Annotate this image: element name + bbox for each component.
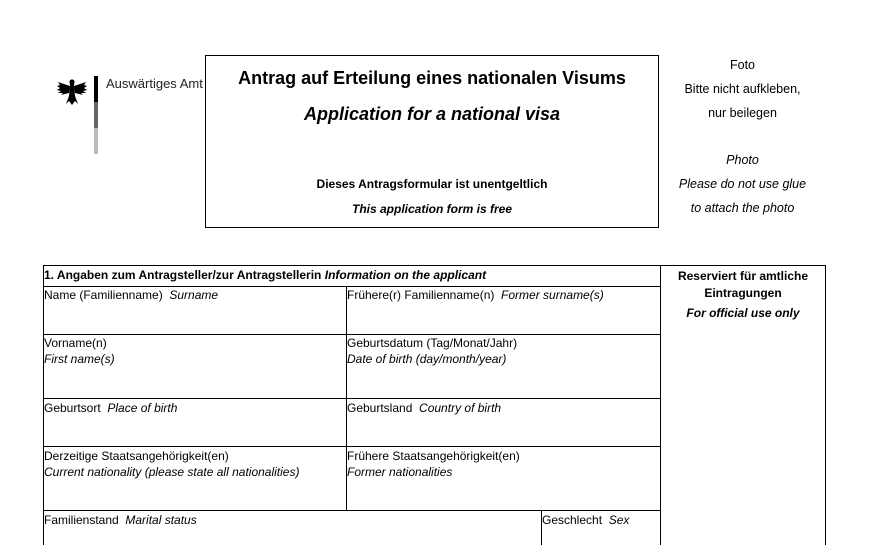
free-note-german: Dieses Antragsformular ist unentgeltlich — [316, 177, 548, 191]
date-of-birth-label-de: Geburtsdatum (Tag/Monat/Jahr) — [347, 336, 518, 350]
place-of-birth-label-en: Place of birth — [107, 401, 178, 415]
place-of-birth-field[interactable] — [44, 400, 177, 416]
first-name-label-de: Vorname(n) — [44, 336, 107, 350]
free-note-english: This application form is free — [351, 202, 513, 216]
flag-bar — [94, 76, 98, 154]
current-nationality-field[interactable] — [44, 448, 299, 480]
photo-instruction-en-2: to attach the photo — [690, 201, 795, 215]
former-surname-label-de: Frühere(r) Familienname(n) — [347, 288, 495, 302]
former-nationality-field[interactable] — [347, 448, 520, 480]
photo-instruction-de-2: nur beilegen — [708, 106, 777, 120]
photo-label-de: Foto — [729, 58, 755, 72]
reserved-official-column — [661, 268, 825, 322]
marital-status-label-en: Marital status — [125, 513, 197, 527]
title-german: Antrag auf Erteilung eines nationalen Visums — [238, 68, 626, 88]
section-heading-de: 1. Angaben zum Antragsteller/zur Antragstellerin — [44, 268, 322, 282]
section-heading-en: Information on the applicant — [324, 268, 487, 282]
sex-label-en: Sex — [608, 513, 630, 527]
former-nationality-label-en: Former nationalities — [347, 465, 453, 479]
country-of-birth-field[interactable] — [347, 400, 501, 416]
marital-status-field[interactable] — [44, 512, 197, 528]
logo-text: Auswärtiges Amt — [106, 76, 203, 91]
title-english: Application for a national visa — [303, 104, 561, 124]
marital-status-label-de: Familienstand — [44, 513, 119, 527]
photo-instruction-en-1: Please do not use glue — [678, 177, 807, 191]
sex-field[interactable] — [542, 512, 629, 528]
surname-field[interactable] — [44, 287, 218, 303]
reserved-label-de-2: Eintragungen — [704, 286, 782, 300]
sex-label-de: Geschlecht — [542, 513, 603, 527]
date-of-birth-label-en: Date of birth (day/month/year) — [347, 352, 507, 366]
former-nationality-label-de: Frühere Staatsangehörigkeit(en) — [347, 449, 520, 463]
section-heading — [44, 268, 486, 282]
federal-eagle-icon — [56, 76, 88, 108]
photo-label-en: Photo — [726, 153, 759, 167]
surname-label-de: Name (Familienname) — [44, 288, 163, 302]
place-of-birth-label-de: Geburtsort — [44, 401, 101, 415]
first-name-label-en: First name(s) — [44, 352, 115, 366]
former-surname-label-en: Former surname(s) — [501, 288, 604, 302]
first-name-field[interactable] — [44, 335, 115, 367]
photo-instruction-de-1: Bitte nicht aufkleben, — [684, 82, 801, 96]
former-surname-field[interactable] — [347, 287, 604, 303]
current-nationality-label-de: Derzeitige Staatsangehörigkeit(en) — [44, 449, 229, 463]
current-nationality-label-en: Current nationality (please state all nationalities) — [44, 465, 300, 479]
reserved-label-en: For official use only — [686, 306, 800, 320]
reserved-label-de-1: Reserviert für amtliche — [677, 269, 809, 283]
surname-label-en: Surname — [169, 288, 219, 302]
country-of-birth-label-en: Country of birth — [419, 401, 502, 415]
date-of-birth-field[interactable] — [347, 335, 517, 367]
country-of-birth-label-de: Geburtsland — [347, 401, 413, 415]
title-box — [205, 55, 659, 228]
